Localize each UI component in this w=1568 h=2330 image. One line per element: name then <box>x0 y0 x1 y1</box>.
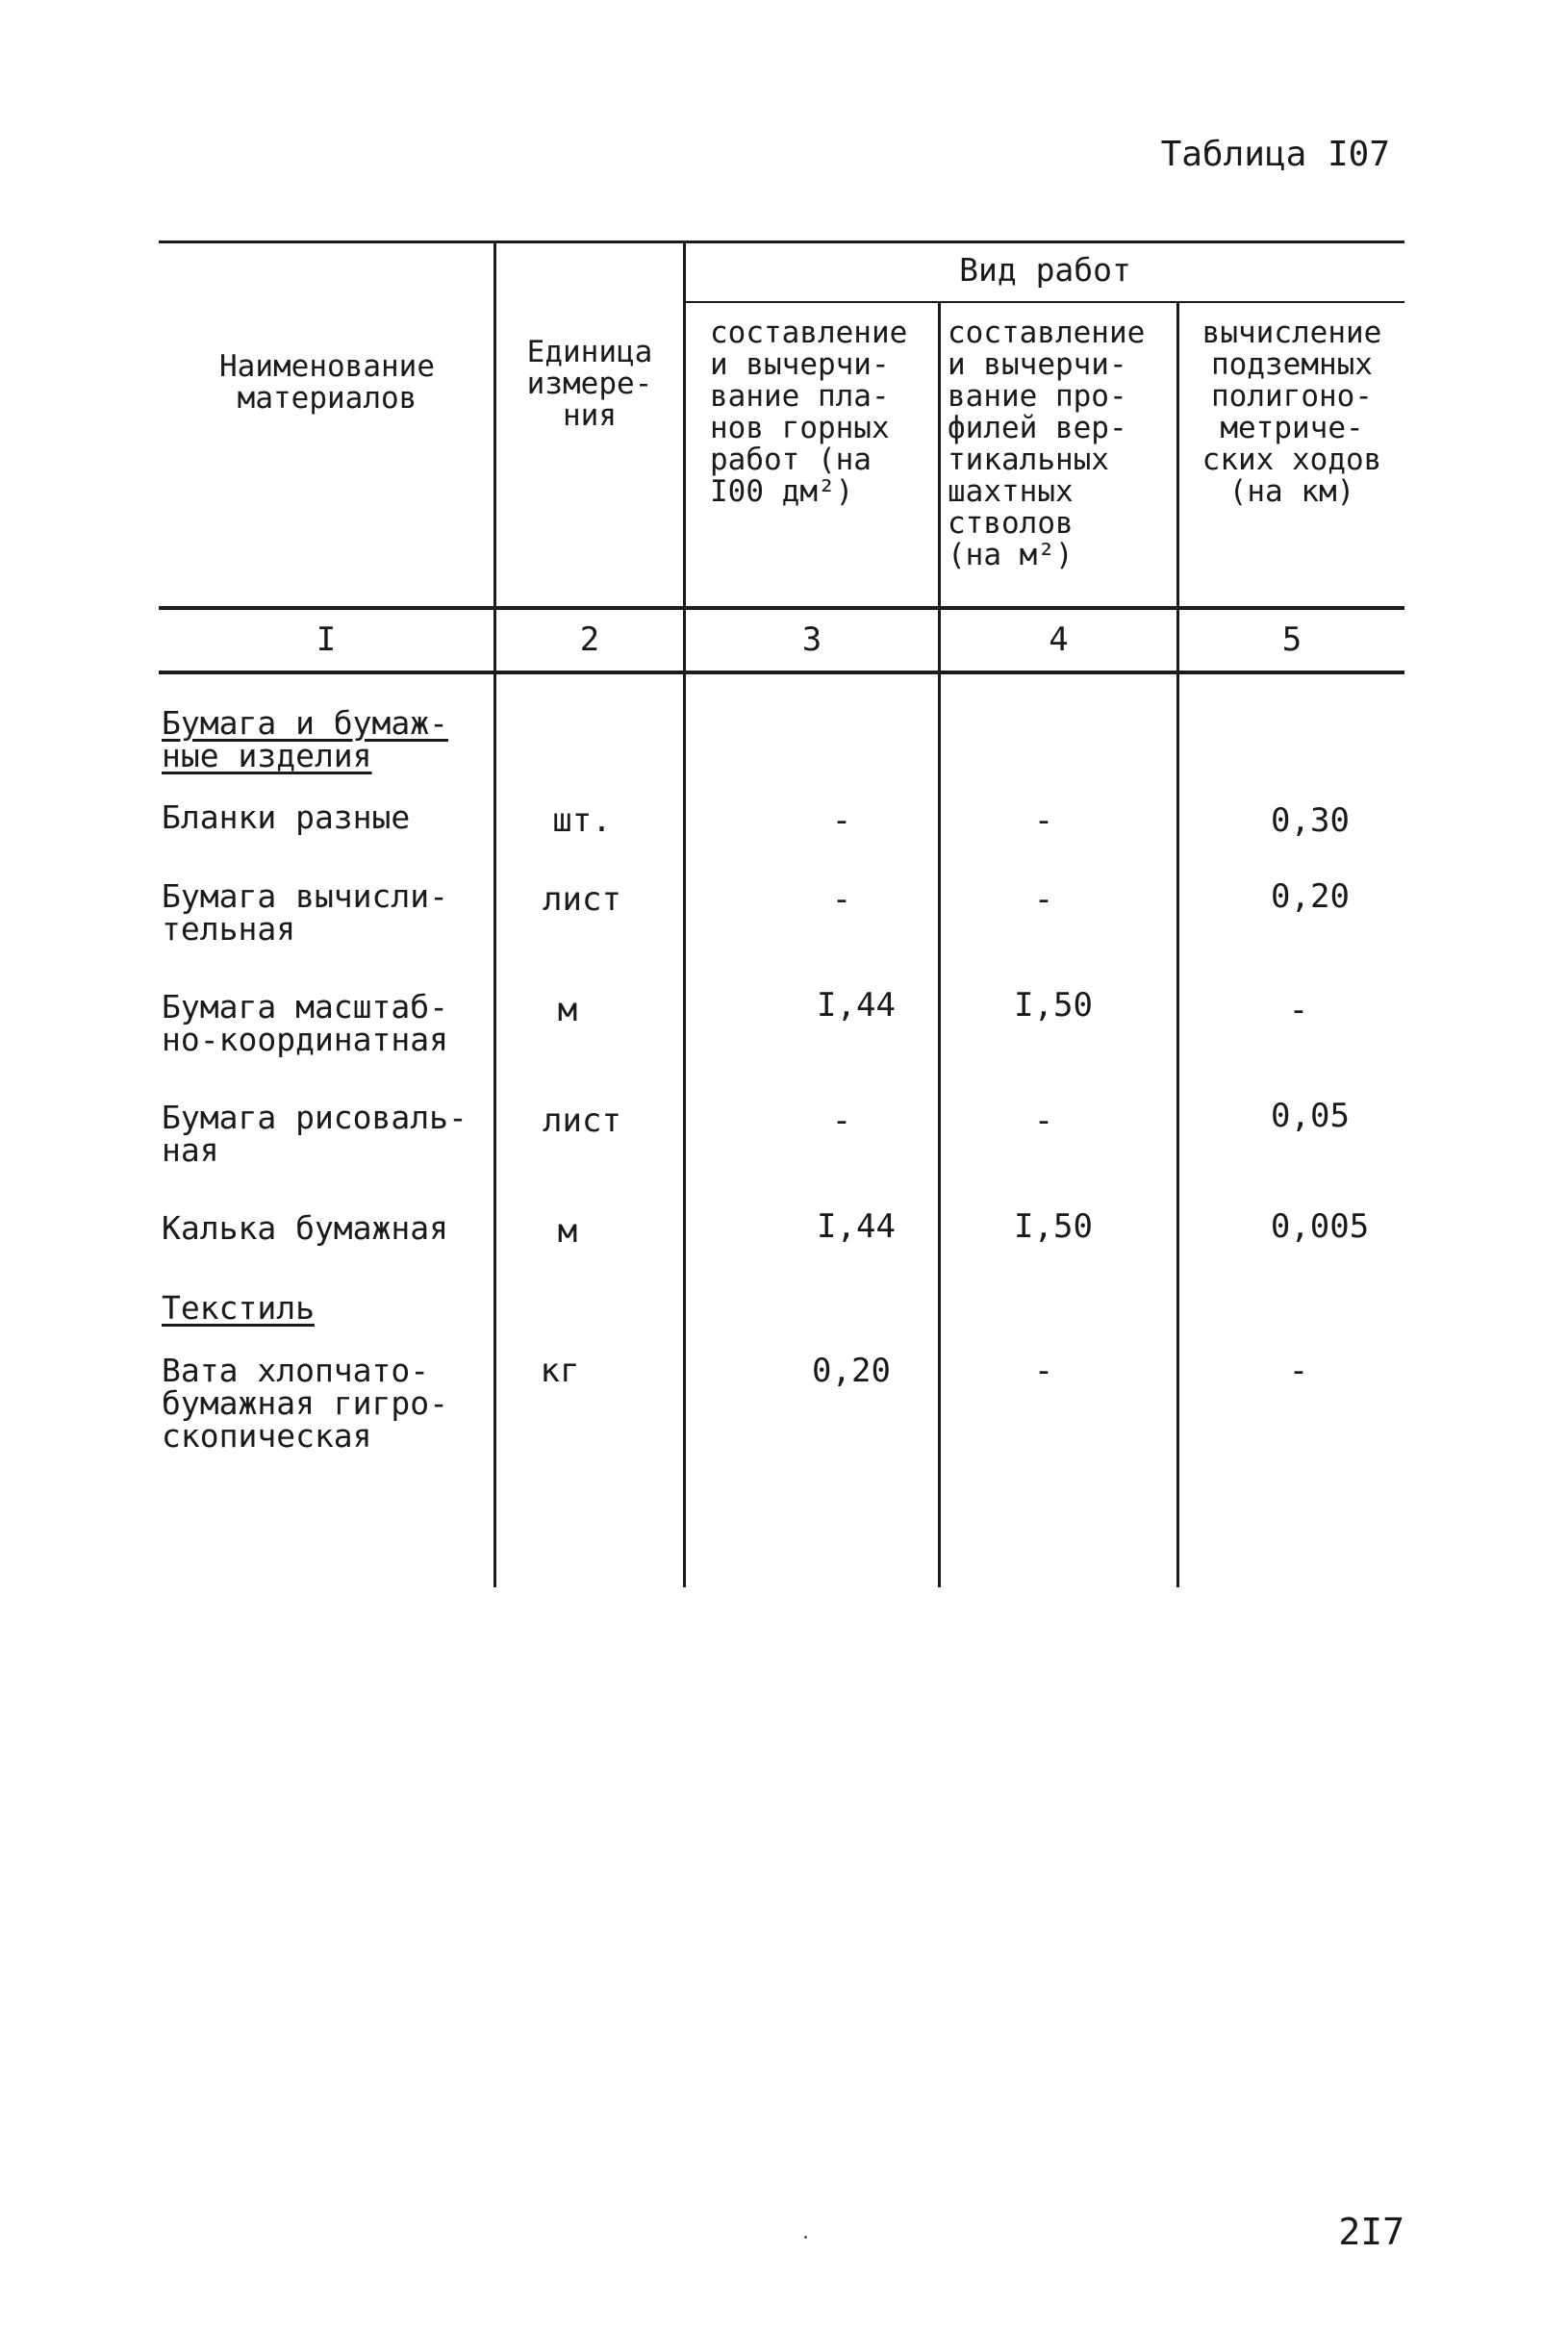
section-title-paper: Бумага и бумаж- ные изделия <box>162 704 449 774</box>
row-unit: лист <box>543 880 621 919</box>
col-number-2: 2 <box>579 620 600 659</box>
row-col3: - <box>831 1102 852 1140</box>
row-col5: 0,005 <box>1270 1207 1370 1246</box>
row-col5: - <box>1288 1352 1309 1390</box>
row-col5: 0,05 <box>1271 1097 1350 1135</box>
column-number-rule <box>159 671 1404 674</box>
row-name: Бумага масштаб- но-координатная <box>162 988 449 1058</box>
scan-speck <box>804 2236 807 2239</box>
table-label: Таблица I07 <box>1160 135 1390 174</box>
header-unit: Единица измере- ния <box>526 335 653 433</box>
table-top-rule <box>159 241 1404 243</box>
row-col3: I,44 <box>817 1207 896 1246</box>
row-name: Калька бумажная <box>162 1209 449 1247</box>
row-name: Бланки разные <box>162 798 411 836</box>
column-divider-2 <box>683 241 686 1587</box>
col-number-3: 3 <box>801 620 822 659</box>
column-divider-3 <box>938 301 941 1587</box>
col-number-1: I <box>316 620 337 659</box>
header-name: Наименование материалов <box>219 349 435 416</box>
row-col5: 0,30 <box>1271 801 1350 840</box>
header-col5: вычисление подземных полигоно- метриче- ских ходов (на км) <box>1201 316 1382 509</box>
col-number-5: 5 <box>1281 620 1302 659</box>
row-col5: 0,20 <box>1271 877 1350 916</box>
row-col3: I,44 <box>817 986 896 1025</box>
page-number: 2I7 <box>1338 2211 1404 2253</box>
row-col4: - <box>1033 880 1054 919</box>
row-name: Вата хлопчато- бумажная гигро- скопическая <box>162 1352 449 1455</box>
row-col4: - <box>1033 801 1054 840</box>
section-title-textile: Текстиль <box>162 1289 315 1327</box>
row-unit: шт. <box>552 801 612 840</box>
header-col4: составление и вычерчи- вание про- филей вер- тикальных шахтных стволов (на м²) <box>948 316 1146 572</box>
row-name: Бумага вычисли- тельная <box>162 877 449 948</box>
row-col4: - <box>1033 1352 1054 1390</box>
col-number-4: 4 <box>1049 620 1069 659</box>
row-col4: I,50 <box>1014 986 1093 1025</box>
row-unit: лист <box>543 1102 621 1140</box>
header-bottom-rule <box>159 606 1404 610</box>
row-col4: I,50 <box>1014 1207 1093 1246</box>
row-name: Бумага рисоваль- ная <box>162 1099 468 1169</box>
row-unit: м <box>557 991 578 1029</box>
row-col3: - <box>831 880 852 919</box>
row-unit: кг <box>540 1352 580 1390</box>
header-col3: составление и вычерчи- вание пла- нов горных работ (на I00 дм²) <box>710 316 908 509</box>
row-col5: - <box>1288 991 1309 1029</box>
row-col3: - <box>831 801 852 840</box>
row-col4: - <box>1033 1102 1054 1140</box>
header-group: Вид работ <box>959 251 1131 289</box>
row-unit: м <box>557 1212 578 1251</box>
row-col3: 0,20 <box>812 1352 891 1390</box>
group-header-rule <box>683 301 1404 303</box>
